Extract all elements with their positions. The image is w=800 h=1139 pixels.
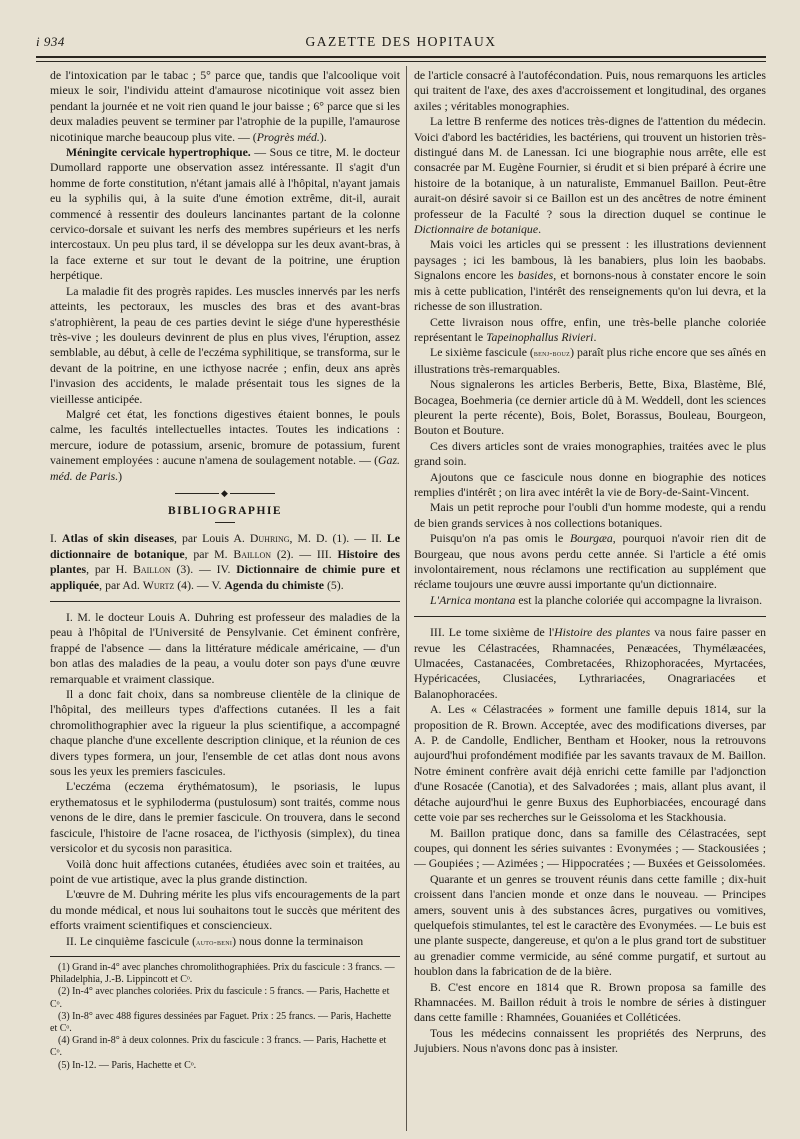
footnote: (2) In-4° avec planches coloriées. Prix du fascicule : 5 francs. — Paris, Hachette et Cᵒ. — [50, 986, 390, 1010]
short-rule — [215, 522, 235, 523]
page-number: i 934 — [36, 34, 65, 49]
footnote: (5) In-12. — Paris, Hachette et Cᵒ. — [58, 1059, 197, 1071]
separator-rule — [50, 601, 400, 602]
right-column — [414, 68, 766, 1128]
left-column — [50, 68, 400, 1128]
paragraph: L'Arnica montana est la planche coloriée qui accompagne la livraison. — [430, 592, 763, 607]
paragraph: Malgré cet état, les fonctions digestives étaient bonnes, le pouls calme, les facultés intellectuelles intactes. Toutes les indications : mercure, iodure de potassium, arsenic, bromure de potassium, furent vainement employées : aucune n'amena de soulagement notable. — (Gaz. méd. de Paris.) — [50, 406, 400, 483]
paragraph: Mais voici les articles qui se pressent : les illustrations deviennent paysages ; ici les bambous, là les banabiers, plus loin les baobabs. Signalons encore les basides, et bornons-nous à constater encore le soin mis à cette publication, l'intérêt des renseignements qu'on lui devra, et la richesse de son illustration. — [414, 237, 766, 314]
bibliography-toc: I. Atlas of skin diseases, par Louis A. Duhring, M. D. (1). — II. Le dictionnaire de botanique, par M. Baillon (2). — III. Histoire des plantes, par H. Baillon (3). — IV. Dictionnaire de chimie pure et appliquée, par Ad. Wurtz (4). — V. Agenda du chimiste (5). — [50, 531, 400, 592]
paragraph: Mais un petit reproche pour l'oubli d'un homme modeste, qui a rendu de bien grands services à nos collections botaniques. — [414, 500, 766, 530]
paragraph: Puisqu'on n'a pas omis le Bourgæa, pourquoi n'avoir rien dit de Bourgeau, que nous avons perdu cette année. Si l'article a été omis involontairement, nous réclamons une rectification au supplément que réclame toujours une œuvre aussi importante qu'un dictionnaire. — [414, 531, 766, 592]
paragraph: II. Le cinquième fascicule (auto-beni) nous donne la terminaison — [66, 933, 364, 948]
paragraph: Cette livraison nous offre, enfin, une très-belle planche coloriée représentant le Tapeinophallus Rivieri. — [414, 314, 766, 344]
paragraph-meningite: Méningite cervicale hypertrophique. — Sous ce titre, M. le docteur Dumollard rapporte une observation assez intéressante. Il s'agit d'un homme de forte constitution, n'étant jamais allé à l'hôpital, n'ayant jamais eu la syphilis qui, à la suite d'une émotion extrême, dit-il, aurait commencé à ressentir des douleurs lancinantes partant de la colonne cervico-dorsale et suivant les nerfs des membres supérieurs et les nerfs intercostaux. Un peu plus tard, il se développa sur les deux avant-bras, à la face externe et sur tout le devant de la poitrine, une éruption herpétique. — [50, 145, 400, 283]
footnote: (4) Grand in-8° à deux colonnes. Prix du fascicule : 3 francs. — Paris, Hachette et Cᵒ. — [50, 1035, 387, 1059]
column-divider — [406, 66, 407, 1131]
paragraph: B. C'est encore en 1814 que R. Brown proposa sa famille des Rhamnacées. M. Baillon réduit à trois le nombre de séries à distinguer dans cette famille : Rhamnées, Gouaniées et Colléticées. — [414, 979, 766, 1025]
running-title: GAZETTE DES HOPITAUX — [305, 34, 497, 49]
section-title: BIBLIOGRAPHIE — [167, 504, 283, 517]
paragraph: L'eczéma (eczema érythématosum), le psoriasis, le lupus erythematosus et le syphiloderma (pustulosum) sont traités, comme nous venons de le dire, dans le premier fascicule. On trouvera, dans le second fascicule, l'histoire de l'acne rosacea, de l'icthyosis (simplex), du tinea versicolor et du sycosis non parasitica. — [50, 779, 400, 856]
paragraph: Ces divers articles sont de vraies monographies, traitées avec le plus grand soin. — [414, 438, 766, 469]
paragraph: Nous signalerons les articles Berberis, Bette, Bixa, Blastème, Blé, Bocagea, Boehmeria (ce dernier article dû à M. Weddell, dont les sciences pleurent la perte récente), Bois, Bolet, Borassus, Bouleau, Bourgeon, Bouton et Bouture. — [414, 377, 766, 438]
paragraph: La lettre B renferme des notices très-dignes de l'attention du médecin. Voici d'abord les bactéridies, les bactériens, qui trouvent un historien très-distingué dans M. de Lanessan. Ici une biographie nous arrête, elle est consacrée par M. Eugène Fournier, si érudit et si bien préparé à écrire une histoire de la botanique, à un naturaliste, Emmanuel Baillon. Peut-être aurait-on désiré savoir si ce Baillon est un des ancêtres de notre éminent professeur de la Faculté ? sous la direction duquel se continue le Dictionnaire de botanique. — [414, 114, 766, 237]
paragraph: Voilà donc huit affections cutanées, étudiées avec soin et traitées, au point de vue artistique, avec la plus grande distinction. — [50, 856, 400, 886]
footnotes — [50, 962, 400, 1072]
paragraph: Tous les médecins connaissent les propriétés des Nerpruns, des Jujubiers. Nous n'avons donc pas à insister. — [414, 1025, 766, 1056]
paragraph: de l'intoxication par le tabac ; 5° parce que, tandis que l'alcoolique voit mieux le soir, l'individu atteint d'amaurose nicotinique voit assez bien pendant la journée et ne voit rien quand le jour baisse ; 6° parce que si les deux maladies peuvent se terminer par l'atrophie de la pupille, l'amaurose nicotinique marche beaucoup plus vite. — (Progrès méd.). — [50, 68, 400, 144]
paragraph: I. M. le docteur Louis A. Duhring est professeur des maladies de la peau à l'hôpital de l'Université de Pensylvanie. Cet éminent confrère, frappé de l'absence — dans la littérature médicale américaine, — d'un bon atlas des maladies de la peau, a voulu doter son pays d'une œuvre remarquable et vraiment classique. — [50, 610, 400, 686]
header-rule-thick — [36, 56, 766, 58]
separator-rule — [414, 616, 766, 617]
page-header — [36, 30, 766, 54]
footnote-rule — [50, 956, 400, 957]
paragraph: de l'article consacré à l'autofécondation. Puis, nous remarquons les articles qui traitent de l'axe, des axes d'accroissement et longitudinal, des organes axiles ; véritables monographies. — [414, 68, 766, 113]
paragraph: III. Le tome sixième de l'Histoire des plantes va nous faire passer en revue les Célastracées, Rhamnacées, Penæacées, Thymélæacées, Ulmacées, Castanacées, Combretacées, Rhizophoracées, Myrtacées, Hypéricacées, Clusiacées, Lythrariacées, Onagrariacées et Balanophoracées. — [414, 625, 766, 701]
paragraph: Ajoutons que ce fascicule nous donne en biographie des notices remplies d'intérêt ; on lira avec intérêt la vie de Bory-de-Saint-Vincent. — [414, 469, 766, 499]
paragraph: Quarante et un genres se trouvent réunis dans cette famille ; dix-huit croissent dans l'ancien monde et onze dans le nouveau. — Principes amers, souvent unis à des substances âcres, purgatives ou vomitives, quelquefois stimulantes, tel est le caractère des Evonymées. — Le buis est une plante suspecte, dangereuse, et qu'on a le plus grand tort de substituer au grenadier comme vermicide, au séné comme purgatif, et surtout au houblon dans la fabrication de de la bière. — [414, 871, 766, 979]
paragraph: M. Baillon pratique donc, dans sa famille des Célastracées, sept coupes, qui donnent les séries suivantes : Evonymées ; — Stackousiées ; — Goupiées ; — Azimées ; — Hippocratées ; — Buxées et Geissolomées. — [414, 825, 766, 871]
footnote: (1) Grand in-4° avec planches chromolithographiées. Prix du fascicule : 3 francs. — Philadelphia, J.-B. Lippincott et Cᵒ. — [50, 961, 395, 986]
paragraph: Le sixième fascicule (benj-bouz) paraît plus riche encore que ses aînés en illustrations très-remarquables. — [414, 345, 766, 376]
paragraph: A. Les « Célastracées » forment une famille depuis 1814, sur la proposition de R. Brown. Acceptée, avec des modifications diverses, par A. P. de Candolle, Endlicher, Bentham et Hooker, nous la retrouvons aujourd'hui profondément modifiée par les savants travaux de M. Baillon. Notre éminent confrère avait déjà enrichi cette famille par l'adjonction d'une Rosacée (Canotia), et des Salvadorées ; mais, allant plus avant, il détache aujourd'hui le genre Buxus des Euphorbiacées, encouragé dans cette voie par ses recherches sur le Geissoloma et les Stackhousia. — [414, 702, 766, 825]
paragraph: L'œuvre de M. Duhring mérite les plus vifs encouragements de la part du monde médical, et nous lui souhaitons tout le succès que méritent des efforts vraiment scientifiques et consciencieux. — [50, 887, 400, 933]
footnote: (3) In-8° avec 488 figures dessinées par Faguet. Prix : 25 francs. — Paris, Hachette et Cᵒ. — [50, 1010, 392, 1034]
article-title: Méningite cervicale hypertrophique. — [66, 145, 251, 160]
paragraph: La maladie fit des progrès rapides. Les muscles innervés par les nerfs atteints, les pectoraux, les muscles des bras et des avant-bras s'atrophièrent, la peau de ces parties devint le siége d'une hyperesthésie très-vive ; les douleurs devinrent de plus en plus vives, l'éruption, assez semblable, au début, à celle de l'eczéma syphilitique, se transforma, sur le devant de la poitrine, en une icthyose nacrée ; enfin, deux ans après l'invasion des accidents, le malade présentait tous les signes de la vieillesse anticipée. — [50, 283, 400, 406]
header-rule-thin — [36, 61, 766, 62]
ornament-divider — [175, 490, 275, 498]
paragraph: Il a donc fait choix, dans sa nombreuse clientèle de la clinique de l'hôpital, des meilleurs types d'affections cutanées. Il les a fait chromolithographier avec la rigueur la plus scientifique, a accompagné chaque planche d'une excellente description clinique, et la réunion de ces divers types formera, un jour, l'ensemble de cet atlas dont nous avons sous les yeux les premiers fascicules. — [50, 687, 400, 779]
